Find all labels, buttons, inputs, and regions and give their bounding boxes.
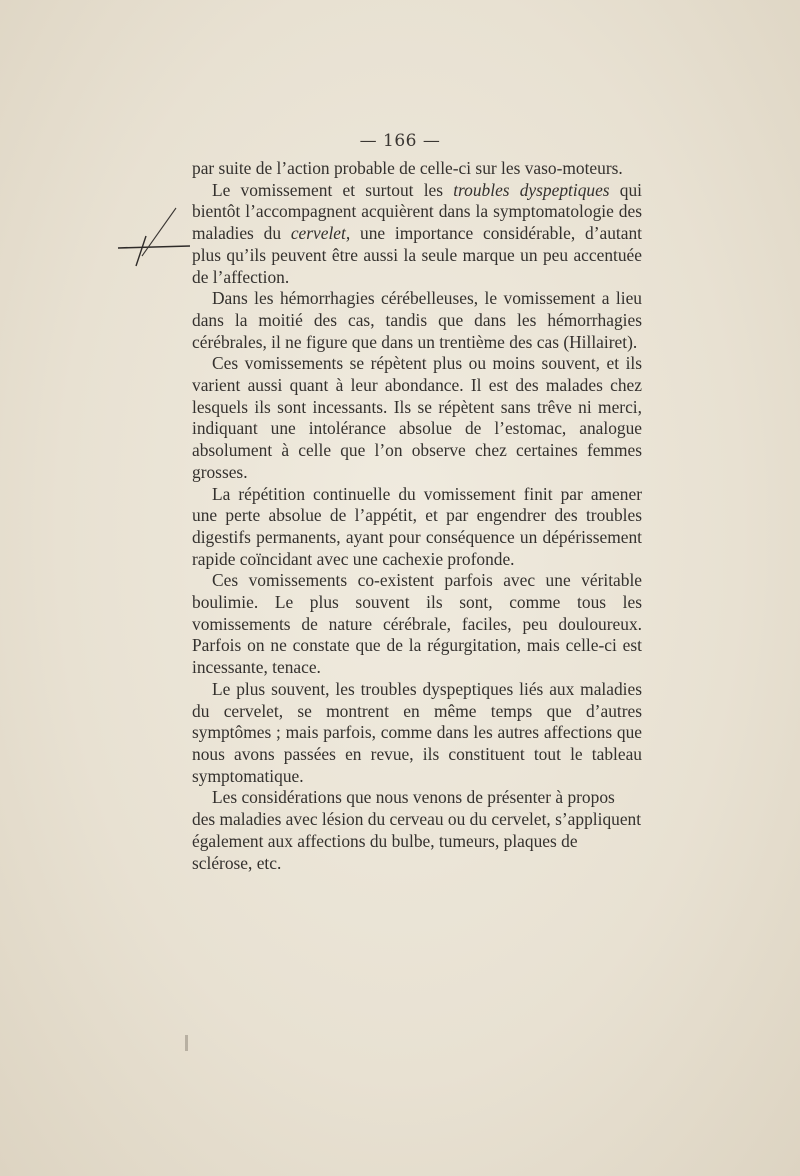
paragraph-4 — [192, 353, 642, 483]
text-run: Ces vomissements se répètent plus ou moins souvent, et ils varient aussi quant à leur abondance. Il est des malades chez lesquels ils sont incessants. Ils se répètent sans trêve ni merci, indiquant une intolérance absolue de l’estomac, analogue absolument à celle que l’on observe chez certaines femmes grosses. — [192, 353, 642, 482]
paragraph-7 — [192, 679, 642, 788]
text-run: Le vomissement et surtout les — [212, 179, 454, 200]
italic-term: troubles dyspeptiques — [453, 179, 610, 200]
handwritten-margin-mark — [112, 200, 196, 272]
page-number: — 166 — — [359, 131, 441, 151]
body-text — [192, 158, 642, 874]
paragraph-6 — [192, 570, 642, 679]
italic-term: cervelet, — [290, 223, 351, 244]
text-run: par suite de l’action probable de celle-ci sur les vaso-moteurs. — [192, 158, 623, 178]
text-run: une importance considérable, d’autant plus qu’ils peuvent être aussi la seule marque un peu accentuée de l’affection. — [192, 223, 642, 287]
paragraph-1 — [192, 158, 642, 180]
paragraph-3 — [192, 288, 642, 353]
text-run: Le plus souvent, les troubles dyspeptiques liés aux maladies du cervelet, se montrent en même temps que d’autres symptômes ; mais parfois, comme dans les autres affections que nous avons passées en revue, ils constituent tout le tableau symptomatique. — [192, 678, 642, 786]
text-run: Ces vomissements co-existent parfois avec une véritable boulimie. Le plus souvent ils sont, comme tous les vomissements de nature cérébrale, faciles, peu douloureux. Parfois on ne constate que de la régurgitation, mais celle-ci est incessante, tenace. — [192, 570, 642, 678]
text-run: Dans les hémorrhagies cérébelleuses, le vomissement a lieu dans la moitié des cas, tandis que dans les hémorrhagies cérébrales, il ne figure que dans un trentième des cas (Hillairet). — [192, 288, 642, 352]
paper-mark — [185, 1035, 188, 1051]
paragraph-8 — [192, 787, 642, 874]
text-run: qui bientôt l’accompagnent acquièrent dans la symptomatologie des maladies du — [192, 179, 642, 244]
paragraph-2 — [192, 180, 642, 289]
text-run: Les considérations que nous venons de présenter à propos des maladies avec lésion du cerveau ou du cervelet, s’appliquent également aux affections du bulbe, tumeurs, plaques de sclérose, etc. — [192, 787, 642, 873]
text-run: La répétition continuelle du vomissement finit par amener une perte absolue de l’appétit, et par engendrer des troubles digestifs permanents, ayant pour conséquence un dépérissement rapide coïncidant avec une cachexie profonde. — [192, 483, 642, 569]
paragraph-5 — [192, 484, 642, 571]
